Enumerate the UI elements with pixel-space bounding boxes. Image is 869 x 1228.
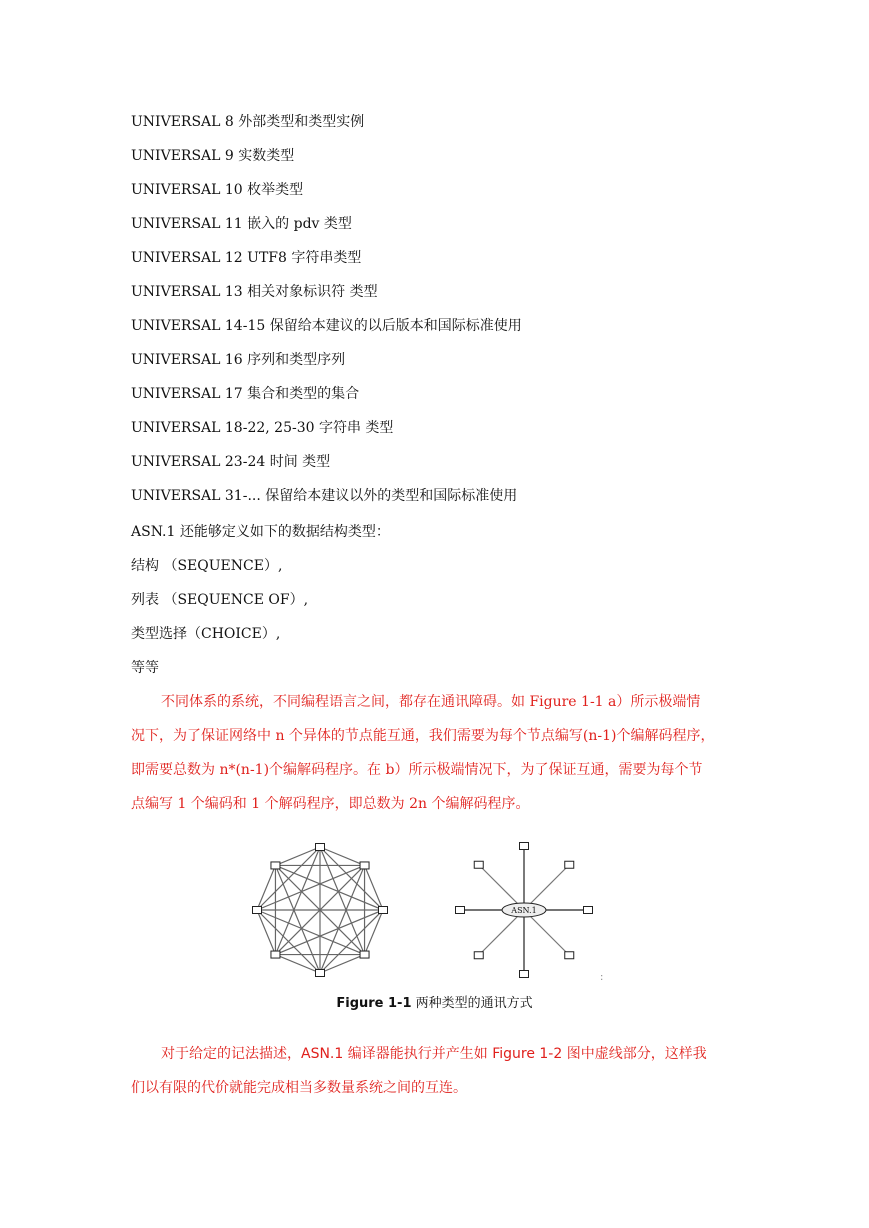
full-mesh-topology [253, 844, 388, 977]
universal-line: UNIVERSAL 18-22, 25-30 字符串 类型 [131, 420, 394, 436]
universal-line: UNIVERSAL 31-... 保留给本建议以外的类型和国际标准使用 [131, 488, 518, 504]
text-run: ASN.1 [301, 1046, 344, 1062]
paragraph-line: 即需要总数为 n*(n-1)个编解码程序。在 b）所示极端情况下，为了保证互通，需要为每个节 [131, 762, 703, 778]
struct-item: 结构 （SEQUENCE）, [131, 558, 283, 574]
figure-caption-label: Figure 1-1 [336, 996, 412, 1011]
universal-line: UNIVERSAL 10 枚举类型 [131, 182, 304, 198]
paragraph-asn-compiler [131, 1044, 739, 1112]
asn-intro: ASN.1 还能够定义如下的数据结构类型： [131, 524, 390, 540]
mesh-node [253, 907, 262, 914]
star-topology [456, 843, 593, 978]
text-run: Figure 1-2 [492, 1046, 563, 1062]
star-node [565, 861, 574, 868]
universal-line: UNIVERSAL 16 序列和类型序列 [131, 352, 346, 368]
paragraph-line: 点编写 1 个编码和 1 个解码程序，即总数为 2n 个编解码程序。 [131, 796, 530, 812]
mesh-node [271, 862, 280, 869]
mesh-node [360, 862, 369, 869]
universal-line: UNIVERSAL 11 嵌入的 pdv 类型 [131, 216, 352, 232]
struct-item: 列表 （SEQUENCE OF）, [131, 592, 309, 608]
universal-line: UNIVERSAL 9 实数类型 [131, 148, 295, 164]
asn1-hub-label: ASN.1 [511, 906, 537, 915]
paragraph-communication-barrier [131, 692, 739, 828]
star-node [520, 971, 529, 978]
text-run: 图中虚线部分，这样我 [562, 1046, 707, 1062]
paragraph-line: 不同体系的系统，不同编程语言之间，都存在通讯障碍。如 Figure 1-1 a）所示极端情 [161, 694, 701, 710]
universal-line: UNIVERSAL 14-15 保留给本建议的以后版本和国际标准使用 [131, 318, 522, 334]
paragraph-line: 们以有限的代价就能完成相当多数量系统之间的互连。 [131, 1080, 467, 1096]
stray-mark: : [600, 972, 604, 983]
figure-1-1-diagram [240, 832, 620, 984]
mesh-node [271, 951, 280, 958]
star-node [474, 952, 483, 959]
mesh-node [316, 844, 325, 851]
universal-line: UNIVERSAL 17 集合和类型的集合 [131, 386, 360, 402]
star-node [474, 861, 483, 868]
star-node [520, 843, 529, 850]
text-run: 编译器能执行并产生如 [343, 1046, 493, 1062]
mesh-node [379, 907, 388, 914]
struct-item: 类型选择（CHOICE）, [131, 626, 281, 642]
universal-line: UNIVERSAL 13 相关对象标识符 类型 [131, 284, 378, 300]
mesh-node [360, 951, 369, 958]
universal-line: UNIVERSAL 12 UTF8 字符串类型 [131, 250, 362, 266]
universal-line: UNIVERSAL 23-24 时间 类型 [131, 454, 331, 470]
text-run: 对于给定的记法描述， [161, 1046, 301, 1062]
star-node [584, 907, 593, 914]
mesh-node [316, 970, 325, 977]
star-node [565, 952, 574, 959]
figure-caption-text: 两种类型的通讯方式 [411, 996, 533, 1011]
figure-caption [0, 994, 869, 1014]
star-node [456, 907, 465, 914]
paragraph-line [131, 1044, 739, 1078]
paragraph-line: 况下，为了保证网络中 n 个异体的节点能互通，我们需要为每个节点编写(n-1)个编解码程序， [131, 728, 715, 744]
universal-line: UNIVERSAL 8 外部类型和类型实例 [131, 114, 365, 130]
struct-item: 等等 [131, 660, 159, 676]
